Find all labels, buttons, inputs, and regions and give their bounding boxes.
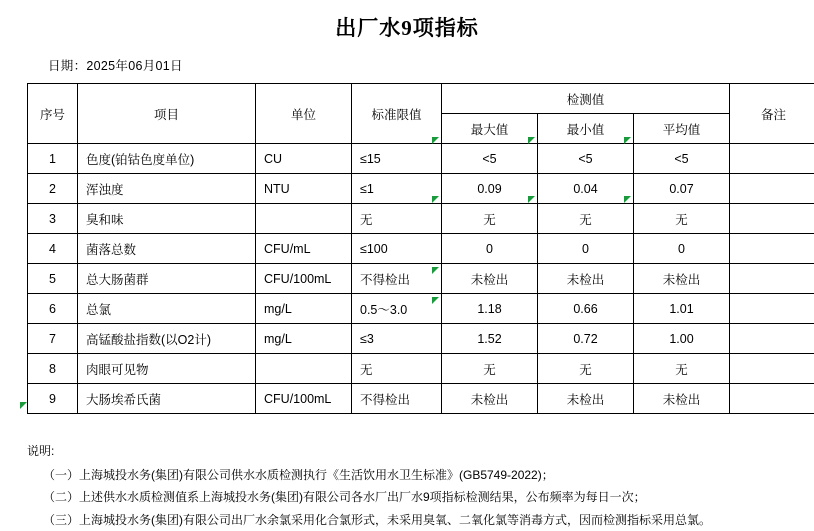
cell-avg: 0.07 — [634, 174, 730, 204]
cell-marker-icon — [432, 297, 439, 304]
cell-avg: 0 — [634, 234, 730, 264]
header-no: 序号 — [28, 84, 78, 144]
cell-unit: NTU — [256, 174, 352, 204]
table-row — [28, 234, 814, 264]
cell-avg: 未检出 — [634, 384, 730, 414]
table-row — [28, 174, 814, 204]
cell-item: 肉眼可见物 — [78, 354, 256, 384]
note-line-2: （二）上述供水水质检测值系上海城投水务(集团)有限公司各水厂出厂水9项指标检测结果，公布频率为每日一次； — [27, 486, 814, 508]
header-unit: 单位 — [256, 84, 352, 144]
cell-item: 大肠埃希氏菌 — [78, 384, 256, 414]
cell-marker-icon — [624, 137, 631, 144]
cell-max: 未检出 — [442, 384, 538, 414]
cell-max: 1.52 — [442, 324, 538, 354]
cell-min: 未检出 — [538, 384, 634, 414]
cell-avg: <5 — [634, 144, 730, 174]
cell-limit: 0.5～3.0 — [352, 294, 442, 324]
cell-unit: mg/L — [256, 294, 352, 324]
cell-unit: CFU/mL — [256, 234, 352, 264]
cell-item: 总氯 — [78, 294, 256, 324]
cell-no: 8 — [28, 354, 78, 384]
cell-avg: 未检出 — [634, 264, 730, 294]
cell-unit: CU — [256, 144, 352, 174]
cell-limit: ≤15 — [352, 144, 442, 174]
cell-min: 0.04 — [538, 174, 634, 204]
cell-max: 0 — [442, 234, 538, 264]
cell-remark — [730, 174, 814, 204]
header-remark: 备注 — [730, 84, 814, 144]
cell-max: <5 — [442, 144, 538, 174]
table-row — [28, 294, 814, 324]
note-line-1: （一）上海城投水务(集团)有限公司供水水质检测执行《生活饮用水卫生标准》(GB5749-2022)； — [27, 464, 814, 486]
table-body — [28, 144, 814, 414]
cell-min: 0.66 — [538, 294, 634, 324]
cell-max: 无 — [442, 204, 538, 234]
cell-marker-icon — [528, 137, 535, 144]
cell-marker-icon — [624, 196, 631, 203]
cell-item: 菌落总数 — [78, 234, 256, 264]
header-limit: 标准限值 — [352, 84, 442, 144]
cell-item: 总大肠菌群 — [78, 264, 256, 294]
cell-marker-icon — [432, 137, 439, 144]
page-marker-icon — [20, 402, 27, 409]
cell-max: 1.18 — [442, 294, 538, 324]
cell-no: 9 — [28, 384, 78, 414]
table-row — [28, 264, 814, 294]
cell-unit — [256, 354, 352, 384]
cell-min: 未检出 — [538, 264, 634, 294]
cell-unit: CFU/100mL — [256, 384, 352, 414]
header-detection-group: 检测值 — [442, 84, 730, 114]
cell-no: 5 — [28, 264, 78, 294]
cell-avg: 无 — [634, 354, 730, 384]
cell-remark — [730, 384, 814, 414]
cell-remark — [730, 294, 814, 324]
table-row — [28, 204, 814, 234]
cell-item: 臭和味 — [78, 204, 256, 234]
cell-limit: ≤3 — [352, 324, 442, 354]
cell-marker-icon — [432, 267, 439, 274]
report-date: 日期：2025年06月01日 — [48, 56, 814, 74]
table-row — [28, 324, 814, 354]
cell-unit: CFU/100mL — [256, 264, 352, 294]
cell-max: 0.09 — [442, 174, 538, 204]
cell-remark — [730, 354, 814, 384]
cell-limit: 不得检出 — [352, 384, 442, 414]
cell-avg: 1.00 — [634, 324, 730, 354]
cell-min: <5 — [538, 144, 634, 174]
cell-remark — [730, 204, 814, 234]
cell-no: 7 — [28, 324, 78, 354]
notes-title: 说明: — [27, 440, 814, 462]
cell-no: 4 — [28, 234, 78, 264]
cell-item: 浑浊度 — [78, 174, 256, 204]
cell-remark — [730, 264, 814, 294]
notes-section — [27, 440, 814, 531]
page-title: 出厂水9项指标 — [0, 0, 814, 42]
table-row — [28, 384, 814, 414]
cell-unit — [256, 204, 352, 234]
header-avg: 平均值 — [634, 114, 730, 144]
cell-item: 色度(铂钴色度单位) — [78, 144, 256, 174]
cell-no: 3 — [28, 204, 78, 234]
cell-unit: mg/L — [256, 324, 352, 354]
cell-max: 无 — [442, 354, 538, 384]
cell-min: 0 — [538, 234, 634, 264]
cell-marker-icon — [528, 196, 535, 203]
table-row — [28, 354, 814, 384]
cell-avg: 1.01 — [634, 294, 730, 324]
cell-remark — [730, 144, 814, 174]
table-row — [28, 144, 814, 174]
cell-remark — [730, 324, 814, 354]
cell-limit: 不得检出 — [352, 264, 442, 294]
header-item: 项目 — [78, 84, 256, 144]
cell-marker-icon — [432, 196, 439, 203]
cell-avg: 无 — [634, 204, 730, 234]
cell-no: 1 — [28, 144, 78, 174]
cell-no: 6 — [28, 294, 78, 324]
cell-min: 无 — [538, 204, 634, 234]
cell-limit: ≤100 — [352, 234, 442, 264]
header-max: 最大值 — [442, 114, 538, 144]
cell-limit: 无 — [352, 354, 442, 384]
cell-limit: ≤1 — [352, 174, 442, 204]
table-header — [28, 84, 814, 144]
cell-item: 高锰酸盐指数(以O2计) — [78, 324, 256, 354]
note-line-3: （三）上海城投水务(集团)有限公司出厂水余氯采用化合氯形式，未采用臭氧、二氧化氯等消毒方式，因而检测指标采用总氯。 — [27, 509, 814, 531]
cell-min: 无 — [538, 354, 634, 384]
cell-remark — [730, 234, 814, 264]
cell-no: 2 — [28, 174, 78, 204]
cell-max: 未检出 — [442, 264, 538, 294]
cell-min: 0.72 — [538, 324, 634, 354]
header-min: 最小值 — [538, 114, 634, 144]
cell-limit: 无 — [352, 204, 442, 234]
water-quality-table — [27, 83, 814, 414]
